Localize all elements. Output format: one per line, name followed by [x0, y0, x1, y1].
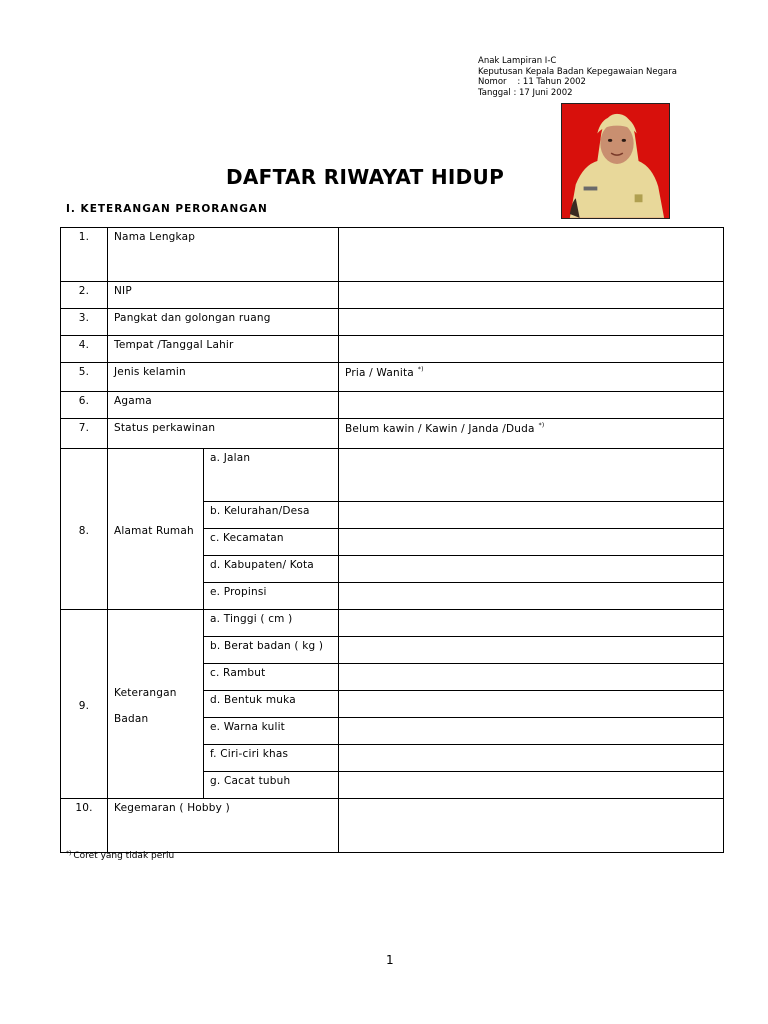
value-field-nama-lengkap[interactable]	[339, 228, 724, 282]
row-label-status-perkawinan: Status perkawinan	[108, 419, 339, 449]
sub-label-propinsi: e. Propinsi	[204, 583, 339, 610]
sub-label-cacat-tubuh: g. Cacat tubuh	[204, 772, 339, 799]
header-note-line-4: Tanggal : 17 Juni 2002	[478, 87, 573, 98]
table-row-8a	[61, 449, 724, 502]
value-field-cacat-tubuh[interactable]	[339, 772, 724, 799]
table-row-7	[61, 419, 724, 449]
value-field-kabupaten[interactable]	[339, 556, 724, 583]
row-label-line: Keterangan	[114, 686, 177, 699]
row-number: 6.	[61, 392, 108, 419]
table-row-4	[61, 336, 724, 363]
marital-status-options: Belum kawin / Kawin / Janda /Duda	[345, 423, 535, 435]
sub-label-kabupaten: d. Kabupaten/ Kota	[204, 556, 339, 583]
row-number: 5.	[61, 363, 108, 392]
footnote-mark: *)	[538, 422, 545, 429]
value-field-warna-kulit[interactable]	[339, 718, 724, 745]
sub-label-tinggi: a. Tinggi ( cm )	[204, 610, 339, 637]
value-field-ciri-ciri-khas[interactable]	[339, 745, 724, 772]
row-number: 3.	[61, 309, 108, 336]
value-field-rambut[interactable]	[339, 664, 724, 691]
value-field-jalan[interactable]	[339, 449, 724, 502]
profile-photo	[561, 103, 670, 219]
row-label-keterangan-badan	[108, 610, 204, 799]
row-label-nama-lengkap: Nama Lengkap	[108, 228, 339, 282]
page-number: 1	[386, 953, 394, 967]
person-photo-illustration	[562, 104, 669, 218]
sub-label-jalan: a. Jalan	[204, 449, 339, 502]
header-note-line-2: Keputusan Kepala Badan Kepegawaian Negara	[478, 66, 677, 77]
row-number: 9.	[61, 610, 108, 799]
header-note-line-1: Anak Lampiran I-C	[478, 56, 557, 66]
row-label-pangkat: Pangkat dan golongan ruang	[108, 309, 339, 336]
table-row-2	[61, 282, 724, 309]
row-label-alamat-rumah: Alamat Rumah	[108, 449, 204, 610]
gender-options: Pria / Wanita	[345, 367, 414, 379]
sub-label-warna-kulit: e. Warna kulit	[204, 718, 339, 745]
value-field-status-perkawinan[interactable]	[339, 419, 724, 449]
sub-label-kelurahan: b. Kelurahan/Desa	[204, 502, 339, 529]
row-label-tempat-tanggal-lahir: Tempat /Tanggal Lahir	[108, 336, 339, 363]
value-field-tempat-tanggal-lahir[interactable]	[339, 336, 724, 363]
row-number: 1.	[61, 228, 108, 282]
value-field-agama[interactable]	[339, 392, 724, 419]
row-number: 8.	[61, 449, 108, 610]
table-row-3	[61, 309, 724, 336]
table-row-5	[61, 363, 724, 392]
header-note	[478, 56, 677, 98]
personal-info-table	[60, 227, 724, 853]
table-row-10	[61, 799, 724, 853]
value-field-kecamatan[interactable]	[339, 529, 724, 556]
sub-label-bentuk-muka: d. Bentuk muka	[204, 691, 339, 718]
footnote-mark: *)	[417, 366, 424, 373]
row-label-kegemaran: Kegemaran ( Hobby )	[108, 799, 339, 853]
row-label-agama: Agama	[108, 392, 339, 419]
sub-label-ciri-ciri-khas: f. Ciri-ciri khas	[204, 745, 339, 772]
table-row-1	[61, 228, 724, 282]
value-field-berat-badan[interactable]	[339, 637, 724, 664]
value-field-bentuk-muka[interactable]	[339, 691, 724, 718]
row-number: 2.	[61, 282, 108, 309]
sub-label-rambut: c. Rambut	[204, 664, 339, 691]
footnote	[66, 850, 174, 861]
section-heading: I. KETERANGAN PERORANGAN	[66, 203, 268, 215]
row-label-line: Badan	[114, 712, 149, 725]
sub-label-berat-badan: b. Berat badan ( kg )	[204, 637, 339, 664]
value-field-nip[interactable]	[339, 282, 724, 309]
row-label-nip: NIP	[108, 282, 339, 309]
table-row-6	[61, 392, 724, 419]
sub-label-kecamatan: c. Kecamatan	[204, 529, 339, 556]
row-label-jenis-kelamin: Jenis kelamin	[108, 363, 339, 392]
row-number: 4.	[61, 336, 108, 363]
footnote-mark: *)	[66, 850, 72, 857]
value-field-tinggi[interactable]	[339, 610, 724, 637]
footnote-text: Coret yang tidak perlu	[73, 851, 175, 861]
row-number: 7.	[61, 419, 108, 449]
row-number: 10.	[61, 799, 108, 853]
value-field-propinsi[interactable]	[339, 583, 724, 610]
value-field-kegemaran[interactable]	[339, 799, 724, 853]
document-title: DAFTAR RIWAYAT HIDUP	[226, 165, 505, 189]
value-field-kelurahan[interactable]	[339, 502, 724, 529]
value-field-jenis-kelamin[interactable]	[339, 363, 724, 392]
header-note-line-3: Nomor : 11 Tahun 2002	[478, 77, 586, 87]
value-field-pangkat[interactable]	[339, 309, 724, 336]
table-row-9a	[61, 610, 724, 637]
